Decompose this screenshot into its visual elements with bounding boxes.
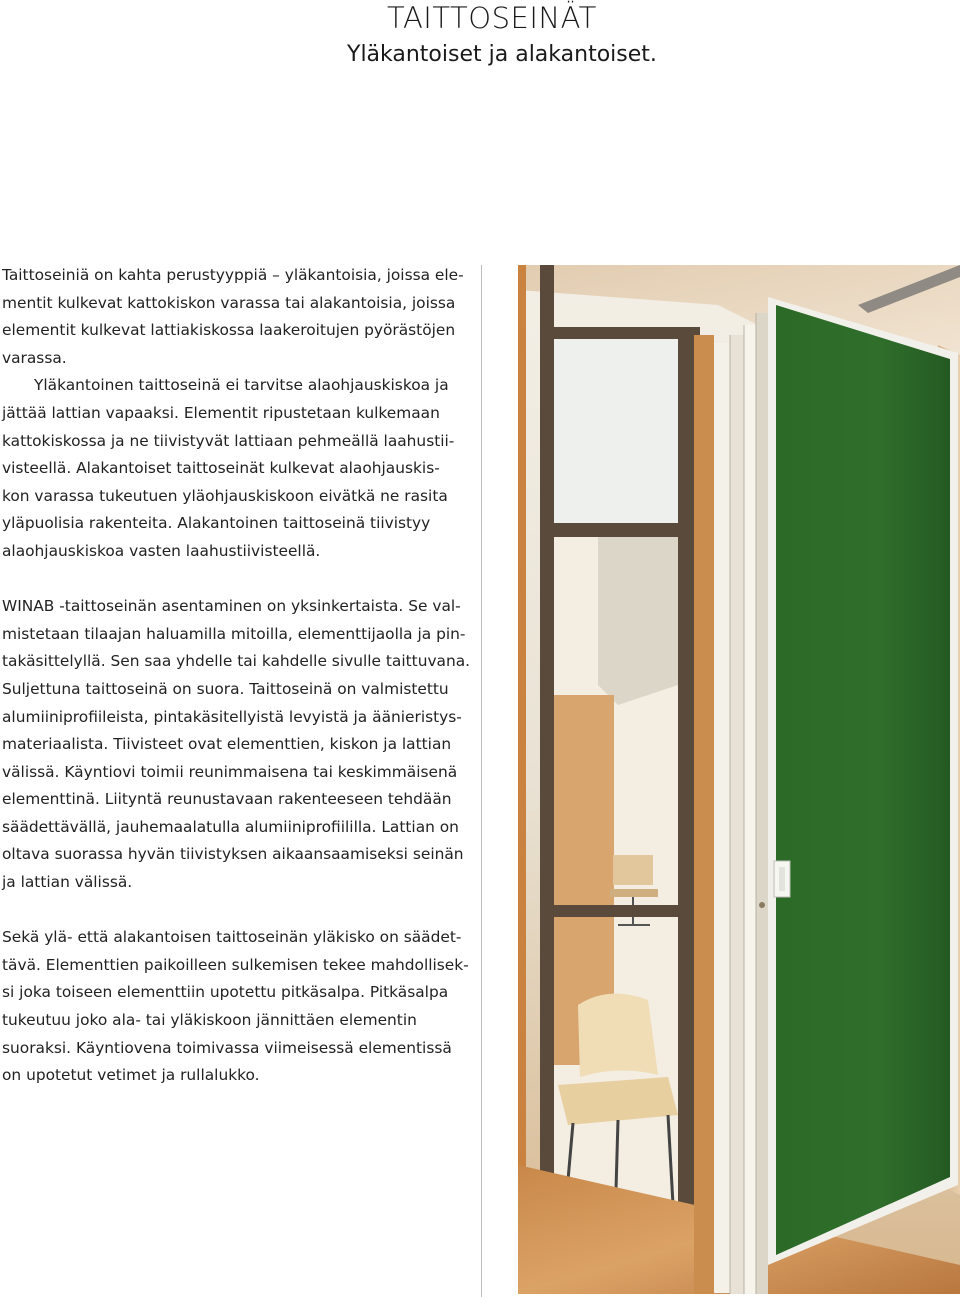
paragraph-1 xyxy=(2,262,480,566)
green-panel xyxy=(776,305,950,1255)
text-line: suoraksi. Käyntiovena toimivassa viimeisessä elementissä xyxy=(2,1038,452,1057)
folded-panel-4 xyxy=(756,313,768,1294)
text-line: visteellä. Alakantoiset taittoseinät kulkevat alaohjauskis- xyxy=(2,459,440,478)
text-line: tukeutuu joko ala- tai yläkiskoon jännittäen elementin xyxy=(2,1011,417,1030)
text-line: takäsittelyllä. Sen saa yhdelle tai kahdelle sivulle taittuvana. xyxy=(2,652,471,671)
paragraph-3 xyxy=(2,924,480,1090)
upper-glass xyxy=(554,339,678,523)
folded-panel-3 xyxy=(744,325,756,1294)
text-line: yläpuolisia rakenteita. Alakantoinen taittoseinä tiivistyy xyxy=(2,514,431,533)
window-frame-top xyxy=(540,327,700,339)
text-line: oltava suorassa hyvän tiivistyksen aikaansaamiseksi seinän xyxy=(2,845,464,864)
window-mullion xyxy=(540,523,700,537)
text-line: tävä. Elementtien paikoilleen sulkemisen tekee mahdollisek- xyxy=(2,955,469,974)
left-edge xyxy=(518,265,526,1294)
text-line: Suljettuna taittoseinä on suora. Taittoseinä on valmistettu xyxy=(2,679,449,698)
text-line: Taittoseiniä on kahta perustyyppiä – yläkantoisia, joissa ele- xyxy=(2,266,464,284)
door-handle xyxy=(779,867,785,891)
folded-panel-2 xyxy=(730,335,744,1294)
text-line: ja lattian välissä. xyxy=(2,873,133,892)
page-title: TAITTOSEINÄT xyxy=(387,1,597,35)
interior-chair-back xyxy=(613,855,653,885)
text-line: kattokiskossa ja ne tiivistyvät lattiaan pehmeällä laahustii- xyxy=(2,431,455,450)
folded-panel-1 xyxy=(714,343,730,1293)
text-line: WINAB -taittoseinän asentaminen on yksinkertaista. Se val- xyxy=(2,597,461,616)
text-line: mistetaan tilaajan haluamilla mitoilla, elementtijaolla ja pin- xyxy=(2,624,466,643)
text-line: on upotetut vetimet ja rullalukko. xyxy=(2,1066,260,1085)
text-line: Sekä ylä- että alakantoisen taittoseinän yläkisko on säädet- xyxy=(2,928,462,947)
product-photo xyxy=(518,265,960,1294)
body-text xyxy=(2,262,480,1090)
window-frame-right xyxy=(678,327,694,1294)
text-line: elementit kulkevat lattiakiskossa laakeroitujen pyörästöjen xyxy=(2,321,456,340)
column-divider xyxy=(481,265,482,1297)
text-line: säädettävällä, jauhemaalatulla alumiiniprofiililla. Lattian on xyxy=(2,817,459,836)
text-line: materiaalista. Tiivisteet ovat elementtien, kiskon ja lattian xyxy=(2,735,452,754)
chair-backrest xyxy=(578,994,658,1077)
text-line: alumiiniprofiileista, pintakäsitellyistä levyistä ja äänieristys- xyxy=(2,707,462,726)
text-line: si joka toiseen elementtiin upotettu pitkäsalpa. Pitkäsalpa xyxy=(2,983,449,1002)
text-line: elementtinä. Liityntä reunustavaan rakenteeseen tehdään xyxy=(2,790,452,809)
window-frame-left xyxy=(540,265,554,1294)
wood-post xyxy=(694,335,714,1294)
lock-pin xyxy=(759,902,765,908)
text-line: kon varassa tukeutuen yläohjauskiskoon eivätkä ne rasita xyxy=(2,486,448,505)
text-line: jättää lattian vapaaksi. Elementit ripustetaan kulkemaan xyxy=(2,403,440,422)
paragraph-2 xyxy=(2,593,480,897)
text-line: välissä. Käyntiovi toimii reunimmaisena tai keskimmäisenä xyxy=(2,762,458,781)
folding-wall-illustration xyxy=(518,265,960,1294)
text-line: mentit kulkevat kattokiskon varassa tai alakantoisia, joissa xyxy=(2,293,456,312)
window-lower-bar xyxy=(540,905,700,917)
interior-ceiling xyxy=(598,537,678,705)
text-line: varassa. xyxy=(2,348,67,367)
text-line: alaohjauskiskoa vasten laahustiivisteellä. xyxy=(2,541,321,560)
page-subtitle: Yläkantoiset ja alakantoiset. xyxy=(347,42,657,67)
text-line: Yläkantoinen taittoseinä ei tarvitse alaohjauskiskoa ja xyxy=(34,376,449,395)
interior-chair-seat xyxy=(610,889,658,897)
